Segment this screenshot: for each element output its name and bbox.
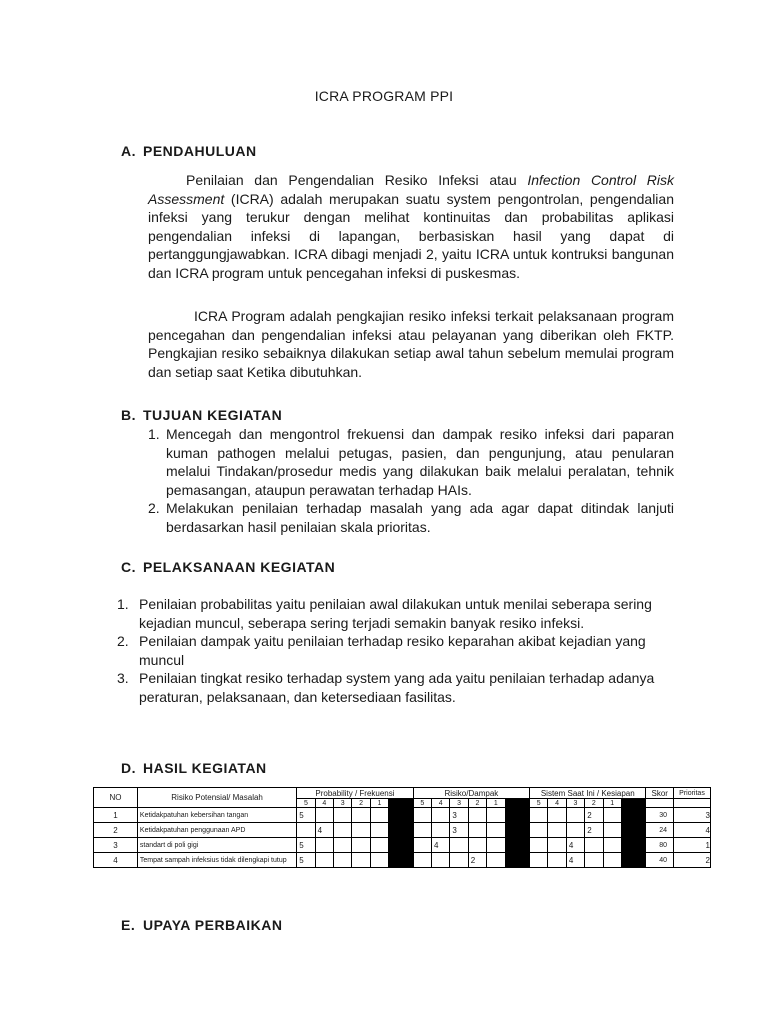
sistem-score-cell <box>548 853 566 868</box>
prob-score-cell <box>370 823 388 838</box>
table-header-sistem: Sistem Saat Ini / Kesiapan <box>530 788 646 799</box>
scale-label: 5 <box>413 799 431 808</box>
section-e-title: UPAYA PERBAIKAN <box>143 917 283 933</box>
sistem-score-cell: 2 <box>585 823 603 838</box>
scale-label: 2 <box>585 799 603 808</box>
risk-cell: Tempat sampah infeksius tidak dilengkapi tutup <box>137 853 296 868</box>
section-b-heading <box>121 407 282 423</box>
sistem-score-cell <box>603 808 621 823</box>
skor-cell: 30 <box>646 808 674 823</box>
sistem-score-cell <box>530 853 548 868</box>
scale-label: 1 <box>370 799 388 808</box>
black-separator-cell <box>389 838 414 853</box>
list-item-text: Melakukan penilaian terhadap masalah yang ada agar dapat ditindak lanjuti berdasarkan hasil penilaian skala prioritas. <box>166 500 674 535</box>
dampak-score-cell <box>468 808 486 823</box>
table-body <box>94 808 711 868</box>
document-title: ICRA PROGRAM PPI <box>314 88 454 104</box>
section-a-heading <box>121 143 257 159</box>
prob-score-cell <box>315 853 333 868</box>
scale-label: 3 <box>450 799 468 808</box>
sistem-score-cell: 2 <box>585 808 603 823</box>
skor-cell: 80 <box>646 838 674 853</box>
section-a-paragraph-1 <box>148 171 674 283</box>
list-item <box>115 595 675 632</box>
section-b-letter: B. <box>121 407 136 423</box>
black-separator-cell <box>505 823 530 838</box>
black-separator-cell <box>389 799 414 808</box>
prob-score-cell <box>333 823 351 838</box>
scale-label: 4 <box>432 799 450 808</box>
table-header-probability: Probability / Frekuensi <box>297 788 413 799</box>
dampak-score-cell <box>487 823 505 838</box>
table-row <box>94 823 711 838</box>
table-row <box>94 808 711 823</box>
section-e-letter: E. <box>121 917 136 933</box>
dampak-score-cell <box>413 808 431 823</box>
scale-label: 5 <box>297 799 315 808</box>
section-a-p1-text-2: (ICRA) adalah merupakan suatu system pengontrolan, pengendalian infeksi yang terukur dengan melihat kontinuitas dan probabilitas aplikasi pengendalian infeksi di lapangan, berbasiskan hasil yang dapat di pertanggungjawabkan. ICRA dibagi menjadi 2, yaitu ICRA untuk kontruksi bangunan dan ICRA program untuk pencegahan infeksi di puskesmas. <box>148 190 674 281</box>
scale-label: 5 <box>530 799 548 808</box>
page-crop-mask <box>0 876 768 884</box>
sistem-score-cell <box>548 838 566 853</box>
black-separator-cell <box>389 823 414 838</box>
prob-score-cell <box>352 823 370 838</box>
sistem-score-cell <box>566 823 584 838</box>
risk-cell: Ketidakpatuhan penggunaan APD <box>137 823 296 838</box>
dampak-score-cell <box>432 853 450 868</box>
black-separator-cell <box>621 799 646 808</box>
list-item-text: Mencegah dan mengontrol frekuensi dan dampak resiko infeksi dari paparan kuman pathogen melalui petugas, pasien, dan pengunjung, atau penularan melalui Tindakan/prosedur medis yang dilakukan baik melalui peralatan, tehnik pemasangan, ataupun perawatan terhadap HAIs. <box>166 426 674 498</box>
prioritas-cell: 4 <box>674 823 711 838</box>
dampak-score-cell: 3 <box>450 823 468 838</box>
section-c-letter: C. <box>121 559 136 575</box>
section-a-title: PENDAHULUAN <box>143 143 257 159</box>
sistem-score-cell <box>530 838 548 853</box>
sistem-score-cell <box>603 853 621 868</box>
scale-label: 2 <box>468 799 486 808</box>
dampak-score-cell <box>413 838 431 853</box>
dampak-score-cell <box>432 823 450 838</box>
sistem-score-cell <box>530 808 548 823</box>
sistem-score-cell: 4 <box>566 853 584 868</box>
section-d-letter: D. <box>121 760 136 776</box>
prob-score-cell <box>352 853 370 868</box>
sistem-score-cell <box>585 853 603 868</box>
list-item-number: 1. <box>148 426 160 442</box>
section-e-heading <box>121 917 283 933</box>
table-header-skor: Skor <box>646 788 674 799</box>
scale-label: 1 <box>603 799 621 808</box>
black-separator-cell <box>389 853 414 868</box>
black-separator-cell <box>621 853 646 868</box>
table-row <box>94 838 711 853</box>
row-number-cell: 4 <box>94 853 138 868</box>
list-item-number: 3. <box>117 670 129 687</box>
list-item-number: 2. <box>117 633 129 650</box>
list-item <box>148 499 674 536</box>
sistem-score-cell <box>585 838 603 853</box>
table-row <box>94 853 711 868</box>
prob-score-cell <box>333 838 351 853</box>
dampak-score-cell <box>487 838 505 853</box>
list-item-number: 2. <box>148 500 160 517</box>
section-b-title: TUJUAN KEGIATAN <box>143 407 283 423</box>
prioritas-cell: 3 <box>674 808 711 823</box>
dampak-score-cell <box>413 853 431 868</box>
black-separator-cell <box>505 808 530 823</box>
sistem-score-cell <box>548 823 566 838</box>
table-header-risk: Risiko Potensial/ Masalah <box>137 788 296 808</box>
list-item-number: 1. <box>117 596 129 612</box>
dampak-score-cell <box>468 838 486 853</box>
icra-risk-table <box>93 787 711 868</box>
list-item-text: Penilaian dampak yaitu penilaian terhadap resiko keparahan akibat kejadian yang muncul <box>139 633 646 668</box>
sistem-score-cell <box>603 823 621 838</box>
black-separator-cell <box>505 853 530 868</box>
list-item <box>148 425 674 499</box>
prob-score-cell <box>370 838 388 853</box>
dampak-score-cell: 2 <box>468 853 486 868</box>
section-d-heading <box>121 760 267 776</box>
prob-score-cell <box>370 853 388 868</box>
risk-cell: Ketidakpatuhan kebersihan tangan <box>137 808 296 823</box>
dampak-score-cell <box>468 823 486 838</box>
prob-score-cell <box>333 808 351 823</box>
black-separator-cell <box>621 838 646 853</box>
empty-cell <box>646 799 674 808</box>
list-item <box>115 632 675 669</box>
prioritas-cell: 2 <box>674 853 711 868</box>
section-c-list <box>115 595 675 707</box>
prob-score-cell <box>370 808 388 823</box>
section-a-p2-text: ICRA Program adalah pengkajian resiko infeksi terkait pelaksanaan program pencegahan dan pengendalian infeksi atau pelayanan yang diberikan oleh FKTP. Pengkajian resiko sebaiknya dilakukan setiap awal tahun sebelum memulai program dan setiap saat Ketika dibutuhkan. <box>148 308 674 380</box>
dampak-score-cell <box>413 823 431 838</box>
list-item-text: Penilaian probabilitas yaitu penilaian awal dilakukan untuk menilai seberapa sering kejadian muncul, seberapa sering terjadi semakin banyak resiko infeksi. <box>139 596 652 631</box>
black-separator-cell <box>389 808 414 823</box>
dampak-score-cell <box>487 853 505 868</box>
prioritas-cell: 1 <box>674 838 711 853</box>
dampak-score-cell <box>450 853 468 868</box>
prob-score-cell: 5 <box>297 808 315 823</box>
sistem-score-cell <box>603 838 621 853</box>
list-item <box>115 669 675 706</box>
empty-cell <box>674 799 711 808</box>
prob-score-cell <box>352 838 370 853</box>
dampak-score-cell <box>450 838 468 853</box>
dampak-score-cell: 3 <box>450 808 468 823</box>
prob-score-cell <box>297 823 315 838</box>
row-number-cell: 3 <box>94 838 138 853</box>
scale-label: 4 <box>315 799 333 808</box>
section-c-heading <box>121 559 335 575</box>
prob-score-cell <box>333 853 351 868</box>
prob-score-cell: 5 <box>297 853 315 868</box>
prob-score-cell: 5 <box>297 838 315 853</box>
row-number-cell: 1 <box>94 808 138 823</box>
sistem-score-cell <box>530 823 548 838</box>
scale-label: 2 <box>352 799 370 808</box>
skor-cell: 40 <box>646 853 674 868</box>
dampak-score-cell <box>487 808 505 823</box>
sistem-score-cell: 4 <box>566 838 584 853</box>
section-a-p1-text-1: Penilaian dan Pengendalian Resiko Infeksi atau <box>186 172 528 188</box>
scale-label: 1 <box>487 799 505 808</box>
table-header-prioritas: Prioritas <box>674 788 711 799</box>
risk-cell: standart di poli gigi <box>137 838 296 853</box>
prob-score-cell <box>315 808 333 823</box>
row-number-cell: 2 <box>94 823 138 838</box>
black-separator-cell <box>505 838 530 853</box>
skor-cell: 24 <box>646 823 674 838</box>
prob-score-cell <box>352 808 370 823</box>
scale-label: 3 <box>566 799 584 808</box>
black-separator-cell <box>505 799 530 808</box>
section-a-paragraph-2 <box>148 307 674 381</box>
section-c-title: PELAKSANAAN KEGIATAN <box>143 559 336 575</box>
section-a-letter: A. <box>121 143 136 159</box>
scale-label: 4 <box>548 799 566 808</box>
black-separator-cell <box>621 823 646 838</box>
dampak-score-cell <box>432 808 450 823</box>
prob-score-cell <box>315 838 333 853</box>
sistem-score-cell <box>566 808 584 823</box>
scale-label: 3 <box>333 799 351 808</box>
section-d-title: HASIL KEGIATAN <box>143 760 267 776</box>
sistem-score-cell <box>548 808 566 823</box>
section-b-list <box>148 425 674 537</box>
prob-score-cell: 4 <box>315 823 333 838</box>
dampak-score-cell: 4 <box>432 838 450 853</box>
list-item-text: Penilaian tingkat resiko terhadap system yang ada yaitu penilaian terhadap adanya peraturan, pelaksanaan, dan ketersediaan fasilitas. <box>139 670 655 705</box>
table-header-no: NO <box>94 788 138 808</box>
black-separator-cell <box>621 808 646 823</box>
section-a-p1-italic: Infection Control Risk Assessment <box>148 172 674 207</box>
table-header-dampak: Risiko/Dampak <box>413 788 529 799</box>
